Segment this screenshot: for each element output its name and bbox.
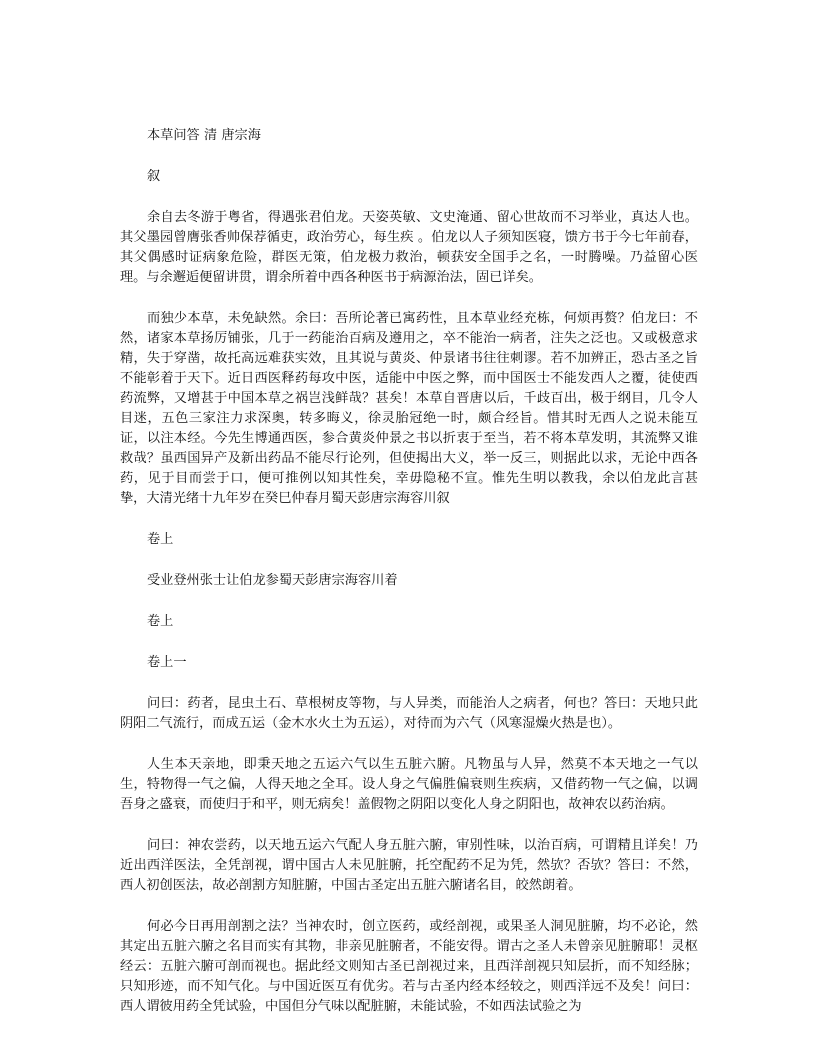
section-heading: 卷上一 [147, 655, 187, 670]
book-title-line: 本草问答 清 唐宗海 [147, 128, 261, 143]
document-page [120, 126, 698, 1017]
preface-paragraph: 余自去冬游于粤省，得遇张君伯龙。天姿英敏、文史淹通、留心世故而不习举业，真达人也。其父墨园曾膺张香帅保荐循吏，政治劳心，每生疾 。伯龙以人子须知医寝，馈方书于今七年前春，其父偶感时证病象危险，群医无策，伯龙极力救治，顿获安全国手之名，一时腾噪。乃益留心医理。与余邂逅便留讲贯，谓余所着中西各种医书于病源治法，固已详矣。 [120, 210, 698, 285]
body-paragraph: 问曰：神农尝药，以天地五运六气配人身五脏六腑，审别性味，以治百病，可谓精且详矣！乃近出西洋医法，全凭剖视，谓中国古人未见脏腑，托空配药不足为凭，然欤？否欤？答曰：不然，西人初创医法，故必剖割方知脏腑，中国古圣定出五脏六腑诸名目，皎然朗着。 [120, 838, 698, 893]
volume-heading: 卷上 [147, 532, 174, 547]
author-line: 受业登州张士让伯龙参蜀天彭唐宗海容川着 [147, 573, 398, 588]
preface-paragraph: 而独少本草，未免缺然。余曰：吾所论著已寓药性，且本草业经充栋，何烦再赘？伯龙曰：不然，诸家本草扬厉铺张，几于一药能治百病及遵用之，卒不能治一病者，注失之泛也。又或极意求精，失于穿凿，故托高远难获实效，且其说与黄炎、仲景诸书往往刺谬。若不加辨正，恐古圣之旨不能彰着于天下。近日西医释药每攻中医，适能中中医之弊，而中国医士不能发西人之覆，徒使西药流弊，又增甚于中国本草之祸岂浅鲜哉？甚矣！本草自晋唐以后，千歧百出，极于纲目，几令人目迷，五色三家注力求深奥，转多晦义，徐灵胎冠绝一时，颇合经旨。惜其时无西人之说未能互证，以注本经。今先生博通西医，参合黄炎仲景之书以折衷于至当，若不将本草发明，其流弊又谁救哉？虽西国异产及新出药品不能尽行论列，但使揭出大义，举一反三，则据此以求，无论中西各药，见于目而尝于口，便可推例以知其性矣，幸毋隐秘不宣。惟先生明以教我，余以伯龙此言甚挚，大清光绪十九年岁在癸巳仲春月蜀天彭唐宗海容川叙 [120, 311, 698, 506]
body-paragraph: 问曰：药者，昆虫土石、草根树皮等物，与人异类，而能治人之病者，何也？答曰：天地只此阴阳二气流行，而成五运（金木水火土为五运），对待而为六气（风寒湿燥火热是也）。 [120, 696, 698, 731]
preface-heading: 叙 [147, 169, 161, 184]
volume-heading-repeat: 卷上 [147, 614, 174, 629]
body-paragraph: 人生本天亲地，即秉天地之五运六气以生五脏六腑。凡物虽与人异，然莫不本天地之一气以生，特物得一气之偏，人得天地之全耳。设人身之气偏胜偏衰则生疾病，又借药物一气之偏，以调吾身之盛衰，而使归于和平，则无病矣！盖假物之阴阳以变化人身之阴阳也，故神农以药治病。 [120, 757, 698, 812]
body-paragraph: 何必今日再用剖割之法？当神农时，创立医药，或经剖视，或果圣人洞见脏腑，均不必论，然其定出五脏六腑之名目而实有其物，非亲见脏腑者，不能安得。谓古之圣人未曾亲见脏腑耶！灵枢经云：五脏六腑可剖而视也。据此经文则知古圣已剖视过来，且西洋剖视只知层折，而不知经脉；只知形迹，而不知气化。与中国近医互有优劣。若与古圣内经本经较之，则西洋远不及矣！问曰：西人谓彼用药全凭试验，中国但分气味以配脏腑，未能试验，不如西法试验之为 [120, 919, 698, 1014]
